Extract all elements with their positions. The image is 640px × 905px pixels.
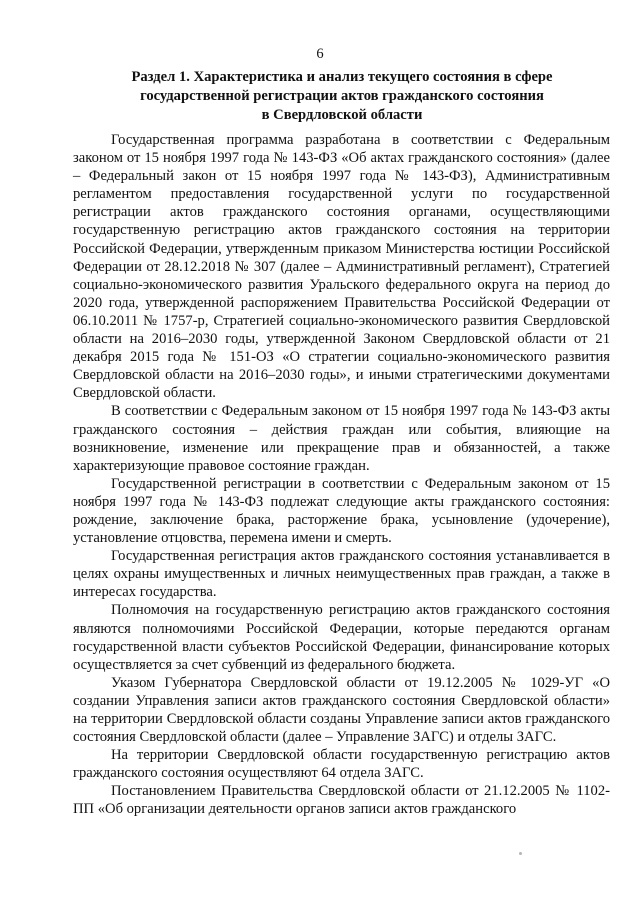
- scan-artifact-dot: [519, 852, 522, 855]
- paragraph: Государственная программа разработана в соответствии с Федеральным законом от 15 ноября 1997 года № 143-ФЗ «Об актах гражданского состояния» (далее – Федеральный закон от 15 ноября 1997 года № 143-ФЗ), Административным регламентом предоставления государственной услуги по государственной регистрации актов гражданского состояния органами, осуществляющими государственную регистрацию актов гражданского состояния на территории Российской Федерации, утвержденным приказом Министерства юстиции Российской Федерации от 28.12.2018 № 307 (далее – Административный регламент), Стратегией социально-экономического развития Уральского федерального округа на период до 2020 года, утвержденной распоряжением Правительства Российской Федерации от 06.10.2011 № 1757-р, Стратегией социально-экономического развития Свердловской области на 2016–2030 годы, утвержденной Законом Свердловской области от 21 декабря 2015 года № 151-ОЗ «О стратегии социально-экономического развития Свердловской области на 2016–2030 годы», и иными стратегическими документами Свердловской области.: [73, 132, 610, 402]
- section-heading-line: Раздел 1. Характеристика и анализ текущего состояния в сфере: [131, 69, 553, 85]
- paragraph: Постановлением Правительства Свердловской области от 21.12.2005 № 1102-ПП «Об организации деятельности органов записи актов гражданского: [73, 783, 610, 818]
- page-number: 6: [316, 46, 324, 62]
- paragraph: Государственной регистрации в соответствии с Федеральным законом от 15 ноября 1997 года № 143-ФЗ подлежат следующие акты гражданского состояния: рождение, заключение брака, расторжение брака, усыновление (удочерение), установление отцовства, перемена имени и смерть.: [73, 475, 610, 547]
- paragraph: Указом Губернатора Свердловской области от 19.12.2005 № 1029-УГ «О создании Управления записи актов гражданского состояния Свердловской области» на территории Свердловской области созданы Управление записи актов гражданского состояния Свердловской области (далее – Управление ЗАГС) и отделы ЗАГС.: [73, 674, 610, 746]
- paragraph: В соответствии с Федеральным законом от 15 ноября 1997 года № 143-ФЗ акты гражданского состояния – действия граждан или события, влияющие на возникновение, изменение или прекращение прав и обязанностей, а также характеризующие правовое состояние граждан.: [73, 403, 610, 474]
- section-heading-line: в Свердловской области: [261, 107, 423, 123]
- paragraph: Государственная регистрация актов гражданского состояния устанавливается в целях охраны имущественных и личных неимущественных прав граждан, а также в интересах государства.: [73, 548, 610, 601]
- section-heading: [72, 68, 612, 125]
- paragraph: На территории Свердловской области государственную регистрацию актов гражданского состояния осуществляют 64 отдела ЗАГС.: [73, 747, 610, 782]
- section-heading-line: государственной регистрации актов гражданского состояния: [140, 88, 544, 104]
- paragraph: Полномочия на государственную регистрацию актов гражданского состояния являются полномочиями Российской Федерации, которые передаются органам государственной власти субъектов Российской Федерации, финансирование которых осуществляется за счет субвенций из федерального бюджета.: [73, 602, 610, 673]
- body-text: [73, 131, 610, 819]
